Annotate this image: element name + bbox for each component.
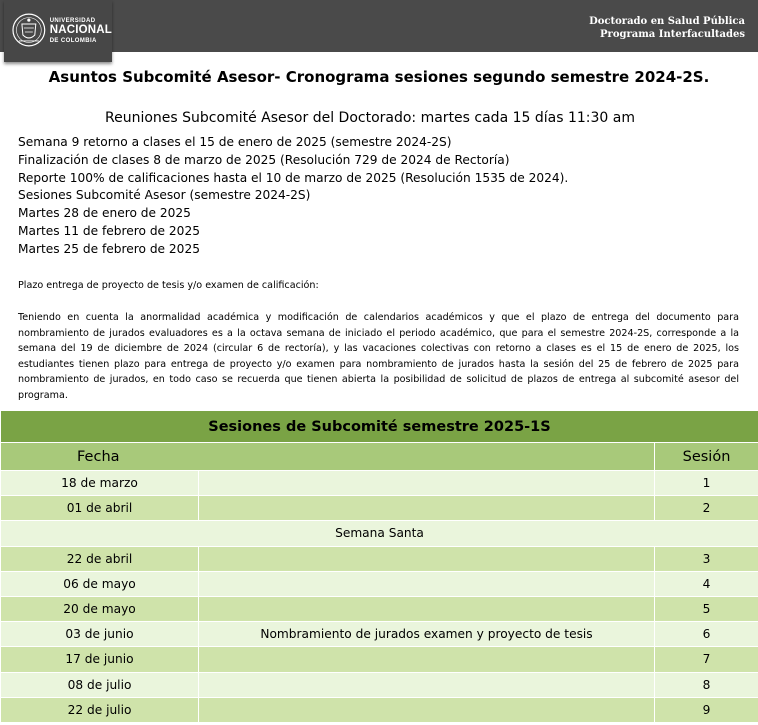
cell-fecha: 22 de abril (1, 546, 199, 571)
column-header-fecha (1, 443, 655, 471)
cell-sesion: 2 (655, 496, 758, 521)
cell-fecha: 06 de mayo (1, 571, 199, 596)
table-row (1, 571, 758, 596)
table-row (1, 697, 758, 722)
cell-sesion: 1 (655, 471, 758, 496)
sessions-table (0, 410, 758, 723)
logo-line-2: NACIONAL (49, 24, 112, 37)
cell-sesion: 8 (655, 672, 758, 697)
deadline-paragraph: Teniendo en cuenta la anormalidad académica y modificación de calendarios académicos y que el plazo de entrega del documento para nombramiento de jurados evaluadores es a la octava semana de iniciado el periodo académico, que para el semestre 2024-2S, corresponde a la semana del 19 de diciembre de 2024 (circular 6 de rectoría), y las vacaciones colectivas con retorno a clases es el 15 de enero de 2025, los estudiantes tienen plazo para entrega de proyecto y/o examen para nombramiento de jurados hasta la sesión del 25 de febrero de 2025 para nombramiento de jurados, en todo caso se recuerda que tienen abierta la posibilidad de solicitud de plazos de entrega al subcomité asesor del programa. (18, 312, 739, 401)
cell-nota (199, 596, 655, 621)
table-header-row (1, 443, 758, 471)
table-row (1, 672, 758, 697)
cell-nota (199, 496, 655, 521)
info-line: Sesiones Subcomité Asesor (semestre 2024-2S) (18, 188, 311, 203)
cell-nota (199, 471, 655, 496)
university-seal-icon (11, 11, 47, 51)
cell-fecha: 17 de junio (1, 647, 199, 672)
info-line: Martes 25 de febrero de 2025 (18, 241, 200, 256)
logo-line-1: UNIVERSIDAD (49, 18, 96, 25)
cell-nota (199, 546, 655, 571)
cell-fecha: 18 de marzo (1, 471, 199, 496)
cell-fecha: 03 de junio (1, 622, 199, 647)
info-line: Reporte 100% de calificaciones hasta el 10 de marzo de 2025 (Resolución 1535 de 2024). (18, 170, 569, 185)
university-logo[interactable] (4, 0, 112, 62)
program-name (589, 15, 745, 41)
table-row (1, 496, 758, 521)
table-row (1, 647, 758, 672)
logo-line-3: DE COLOMBIA (49, 37, 97, 44)
logo-wordmark (50, 18, 112, 44)
table-row (1, 596, 758, 621)
cell-fecha: 08 de julio (1, 672, 199, 697)
program-line-1: Doctorado en Salud Pública (589, 16, 745, 27)
cell-sesion: 6 (655, 622, 758, 647)
cell-band: Semana Santa (1, 521, 758, 546)
column-header-fecha-label: Fecha (77, 448, 120, 465)
cell-fecha: 20 de mayo (1, 596, 199, 621)
cell-sesion: 7 (655, 647, 758, 672)
cell-nota (199, 571, 655, 596)
table-row-band (1, 521, 758, 546)
meeting-schedule-subtitle: Reuniones Subcomité Asesor del Doctorado: martes cada 15 días 11:30 am (105, 110, 635, 126)
deadline-label: Plazo entrega de proyecto de tesis y/o examen de calificación: (18, 280, 319, 291)
cell-sesion: 4 (655, 571, 758, 596)
cell-sesion: 3 (655, 546, 758, 571)
cell-sesion: 9 (655, 697, 758, 722)
cell-nota: Nombramiento de jurados examen y proyecto de tesis (199, 622, 655, 647)
info-line: Martes 28 de enero de 2025 (18, 206, 191, 221)
column-header-sesion: Sesión (655, 443, 758, 471)
table-row (1, 546, 758, 571)
info-line: Semana 9 retorno a clases el 15 de enero de 2025 (semestre 2024-2S) (18, 135, 452, 149)
info-line: Finalización de clases 8 de marzo de 2025 (Resolución 729 de 2024 de Rectoría) (18, 152, 510, 167)
cell-nota (199, 672, 655, 697)
table-title: Sesiones de Subcomité semestre 2025-1S (1, 411, 758, 443)
cell-fecha: 22 de julio (1, 697, 199, 722)
info-list (18, 134, 568, 259)
header-bar (0, 0, 758, 52)
table-row (1, 471, 758, 496)
program-line-2: Programa Interfacultades (600, 29, 745, 40)
info-line: Martes 11 de febrero de 2025 (18, 223, 200, 238)
cell-sesion: 5 (655, 596, 758, 621)
cell-nota (199, 647, 655, 672)
cell-fecha: 01 de abril (1, 496, 199, 521)
cell-nota (199, 697, 655, 722)
table-row (1, 622, 758, 647)
page-title: Asuntos Subcomité Asesor- Cronograma sesiones segundo semestre 2024-2S. (48, 68, 710, 86)
